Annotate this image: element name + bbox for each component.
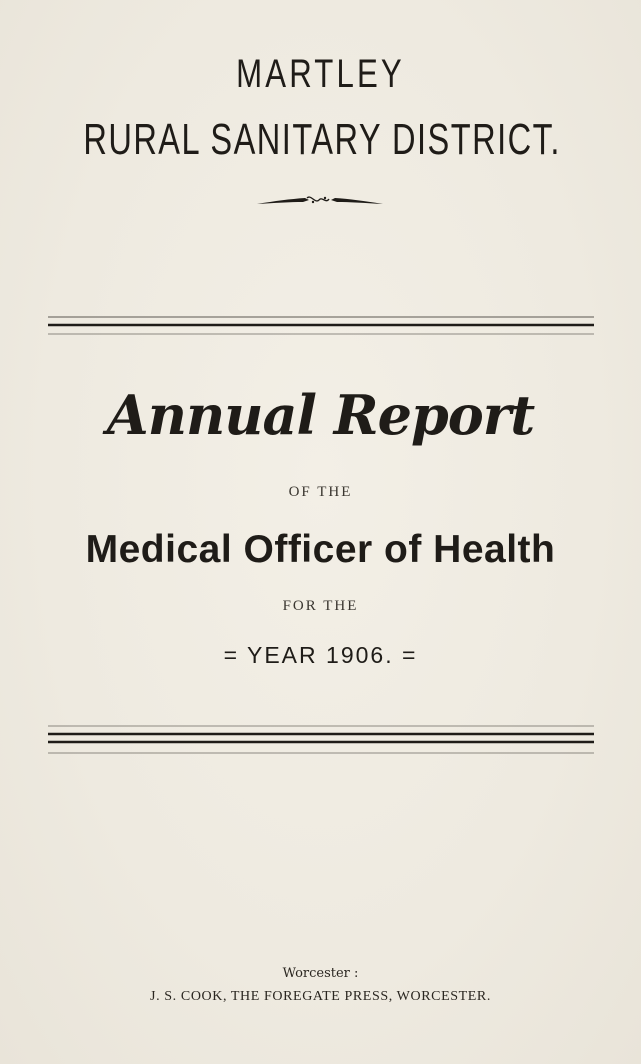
scroll-flourish-icon <box>255 190 385 214</box>
place-heading: MARTLEY <box>236 52 405 96</box>
imprint-city: Worcester : <box>282 966 359 981</box>
upper-rule <box>48 312 594 340</box>
lower-rule <box>48 722 594 762</box>
imprint-printer: J. S. COOK, THE FOREGATE PRESS, WORCESTER. <box>150 989 491 1004</box>
of-the-text: OF THE <box>288 484 353 500</box>
district-heading: RURAL SANITARY DISTRICT. <box>83 115 561 164</box>
medical-officer-heading: Medical Officer of Health <box>85 528 556 571</box>
for-the-text: FOR THE <box>282 598 359 614</box>
annual-report-title: Annual Report <box>106 383 535 447</box>
year-line: = YEAR 1906. = <box>223 642 418 668</box>
